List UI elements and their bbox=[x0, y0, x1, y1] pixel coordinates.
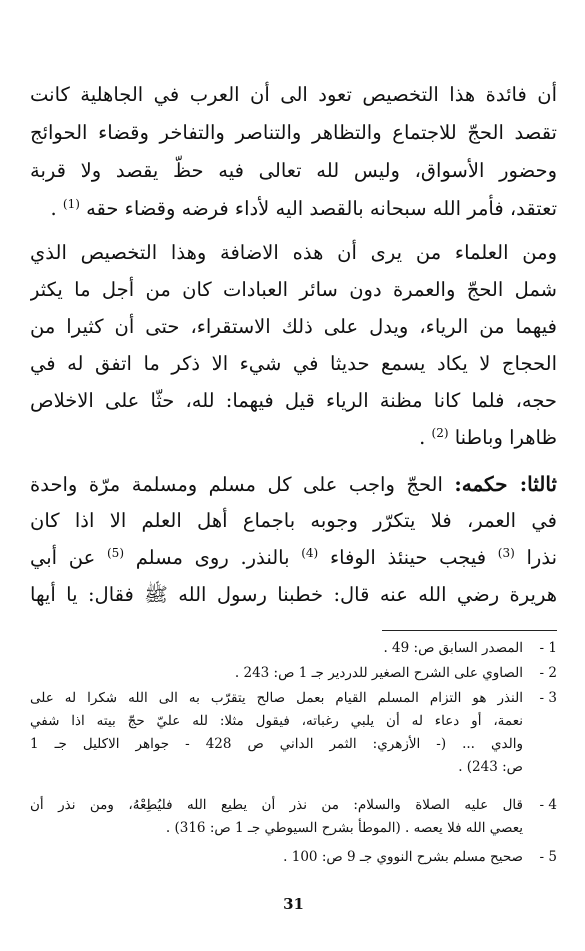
text-line-with-refs bbox=[30, 539, 557, 577]
text-line-last bbox=[30, 190, 557, 228]
text-line: ومن العلماء من يرى أن هذه الاضافة وهذا التخصيص الذي bbox=[30, 241, 557, 264]
text-line: تقصد الحجّ للاجتماع والتظاهر والتناصر والتفاخر وقضاء الحوائج bbox=[30, 121, 557, 144]
end-mark: . bbox=[50, 197, 57, 220]
footnote-number: 1 - bbox=[539, 640, 557, 656]
text-line: فيهما من الرياء، ويدل على ذلك الاستقراء، حتى أن كثيرا من bbox=[30, 315, 557, 338]
text-segment: فيجب حينئذ الوفاء bbox=[329, 546, 487, 569]
text-line: حجه، فلما كانا مظنة الرياء قيل فيهما: لله، حثّا على الاخلاص bbox=[30, 389, 557, 412]
text-line: تعتقد، فأمر الله سبحانه بالقصد اليه لأداء فرضه وقضاء حقه bbox=[86, 197, 557, 220]
text-line: شمل الحجّ والعمرة دون سائر العبادات كان من أجل ما يكثر bbox=[30, 278, 557, 301]
footnote-ref-4[interactable]: (4) bbox=[301, 546, 319, 560]
text-segment: نذرا bbox=[526, 546, 557, 569]
text-line: ظاهرا وباطنا bbox=[454, 426, 557, 449]
footnote-separator bbox=[382, 630, 557, 631]
footnote-text: النذر هو التزام المسلم القيام بعمل صالح يتقرّب به الى الله شكرا له على bbox=[30, 690, 523, 706]
footnote-text: ص: 243) . bbox=[458, 759, 523, 775]
text-line: في العمر، فلا يتكرّر وجوبه باجماع أهل العلم الا اذا كان bbox=[30, 509, 557, 532]
text-line-last bbox=[30, 419, 557, 457]
footnote-text: الصاوي على الشرح الصغير للدردير جـ 1 ص: 243 . bbox=[234, 665, 523, 681]
footnote-number: 2 - bbox=[539, 665, 557, 681]
page-number: 31 bbox=[283, 895, 304, 913]
end-mark: . bbox=[419, 426, 426, 449]
footnote-text: والدي ... (- الأزهري: الثمر الداني ص 428 - جواهر الاكليل جـ 1 bbox=[30, 736, 523, 752]
footnote-ref-1[interactable]: (1) bbox=[62, 197, 80, 211]
footnote-text: قال عليه الصلاة والسلام: من نذر أن يطيع الله فليُطِعْهُ، ومن نذر أن bbox=[30, 797, 523, 813]
text-line-with-heading bbox=[30, 465, 557, 503]
footnote-text: صحيح مسلم بشرح النووي جـ 9 ص: 100 . bbox=[283, 849, 523, 865]
text-line: الحجاج لا يكاد يسمع حديثا في شيء الا ذكر ما اتفق له في bbox=[30, 352, 557, 375]
text-line: وحضور الأسواق، وليس لله تعالى فيه حظّ يقصد ولا قربة bbox=[30, 159, 557, 182]
section-heading: ثالثا: حكمه: bbox=[454, 472, 557, 496]
text-line: أن فائدة هذا التخصيص تعود الى أن العرب في الجاهلية كانت bbox=[30, 83, 557, 106]
text-segment: عن أبي bbox=[30, 546, 96, 569]
footnote-number: 4 - bbox=[539, 797, 557, 813]
text-line: هريرة رضي الله عنه قال: خطبنا رسول الله ﷺ فقال: يا أيها bbox=[30, 583, 557, 606]
footnote-text: يعصي الله فلا يعصه . (الموطأ بشرح السيوطي جـ 1 ص: 316) . bbox=[165, 820, 523, 836]
footnote-text: المصدر السابق ص: 49 . bbox=[383, 640, 523, 656]
document-page bbox=[30, 0, 557, 951]
footnote-ref-5[interactable]: (5) bbox=[106, 546, 124, 560]
text-segment: بالنذر. روى مسلم bbox=[135, 546, 290, 569]
footnote-number: 5 - bbox=[539, 849, 557, 865]
footnote-number: 3 - bbox=[539, 690, 557, 706]
footnote-ref-3[interactable]: (3) bbox=[497, 546, 515, 560]
text-line: الحجّ واجب على كل مسلم ومسلمة مرّة واحدة bbox=[30, 473, 443, 496]
footnote-ref-2[interactable]: (2) bbox=[431, 426, 449, 440]
footnote-text: نعمة، أو دعاء له أن يلبي رغباته، فيقول مثلا: لله عليّ حجّ بيته اذا شفي bbox=[30, 713, 523, 729]
